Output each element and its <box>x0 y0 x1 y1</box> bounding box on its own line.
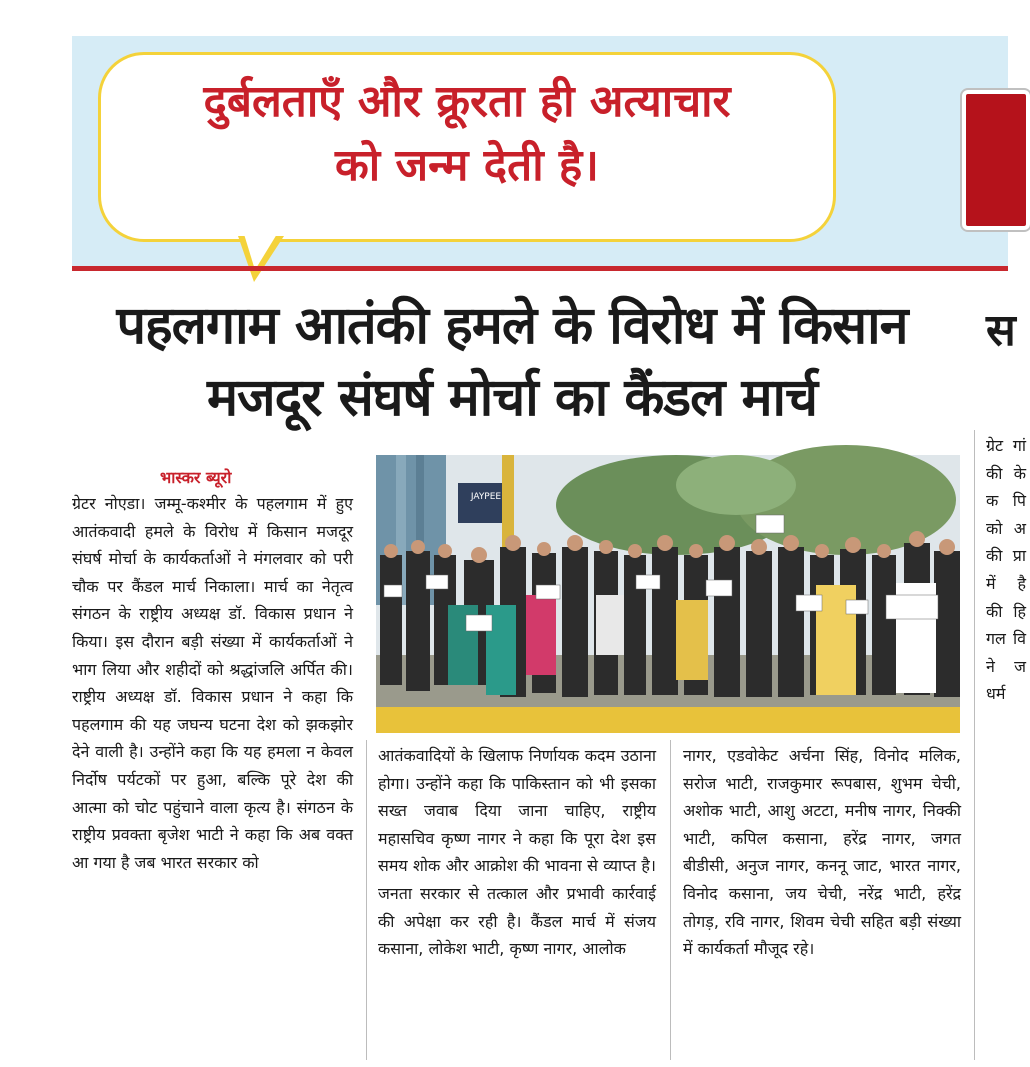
article-column-3: नागर, एडवोकेट अर्चना सिंह, विनोद मलिक, सरोज भाटी, राजकुमार रूपबास, शुभम चेची, अशोक भाटी, आशु अटटा, मनीष नागर, निक्की भाटी, कपिल कसाना, हरेंद्र नागर, जगत बीडीसी, अनुज नागर, कननू जाट, भारत नागर, विनोद कसाना, जय चेची, नरेंद्र भाटी, हरेंद्र तोगड़, रवि नागर, शिवम चेची सहित बड़ी संख्या में कार्यकर्ता मौजूद रहे। <box>683 746 961 959</box>
red-divider-rule <box>72 266 1008 271</box>
adjacent-red-box <box>962 90 1030 230</box>
headline-line-1: पहलगाम आतंकी हमले के विरोध में किसान <box>116 296 908 356</box>
photo-illustration <box>376 455 960 733</box>
quote-text <box>98 70 836 198</box>
quote-line-1: दुर्बलताएँ और क्रूरता ही अत्याचार <box>203 76 731 127</box>
headline-line-2: मजदूर संघर्ष मोर्चा का कैंडल मार्च <box>206 368 818 428</box>
news-photo <box>376 455 960 733</box>
speech-bubble-tail-fill <box>244 234 277 270</box>
byline: भास्कर ब्यूरो <box>160 468 232 487</box>
article-column-1: ग्रेटर नोएडा। जम्मू-कश्मीर के पहलगाम में हुए आतंकवादी हमले के विरोध में किसान मजदूर संघर्ष मोर्चा के कार्यकर्ताओं ने मंगलवार को परी चौक पर कैंडल मार्च निकाला। मार्च का नेतृत्व संगठन के राष्ट्रीय अध्यक्ष डॉ. विकास प्रधान ने किया। इस दौरान बड़ी संख्या में कार्यकर्ताओं ने भाग लिया और शहीदों को श्रद्धांजलि अर्पित की। राष्ट्रीय अध्यक्ष डॉ. विकास प्रधान ने कहा कि पहलगाम की यह जघन्य घटना देश को झकझोर देने वाली है। उन्होंने कहा कि यह हमला न केवल निर्दोष पर्यटकों पर हुआ, बल्कि पूरे देश की आत्मा को चोट पहुंचाने वाला कृत्य है। संगठन के राष्ट्रीय प्रवक्ता बृजेश भाटी ने कहा कि अब वक्त आ गया है जब भारत सरकार को <box>72 494 353 872</box>
article-headline <box>72 290 952 434</box>
next-story-text-fragment: ग्रेट गां की के क पि को अ की प्रा में है की हि गल वि ने ज धर्म <box>986 436 1026 704</box>
photo-sign-text: JAYPEE <box>470 492 502 502</box>
next-story-title-fragment: स <box>986 305 1016 356</box>
column-divider-3 <box>974 430 975 1060</box>
paper-margin <box>0 0 72 1067</box>
column-divider-2 <box>670 740 671 1060</box>
article-column-2: आतंकवादियों के खिलाफ निर्णायक कदम उठाना होगा। उन्होंने कहा कि पाकिस्तान को भी इसका सख्त जवाब दिया जाना चाहिए, राष्ट्रीय महासचिव कृष्ण नागर ने कहा कि पूरा देश इस समय शोक और आक्रोश की भावना से व्याप्त है। जनता सरकार से तत्काल और प्रभावी कार्रवाई की अपेक्षा कर रही है। कैंडल मार्च में संजय कसाना, लोकेश भाटी, कृष्ण नागर, आलोक <box>378 746 656 959</box>
column-divider-1 <box>366 740 367 1060</box>
quote-line-2: को जन्म देती है। <box>335 140 599 191</box>
